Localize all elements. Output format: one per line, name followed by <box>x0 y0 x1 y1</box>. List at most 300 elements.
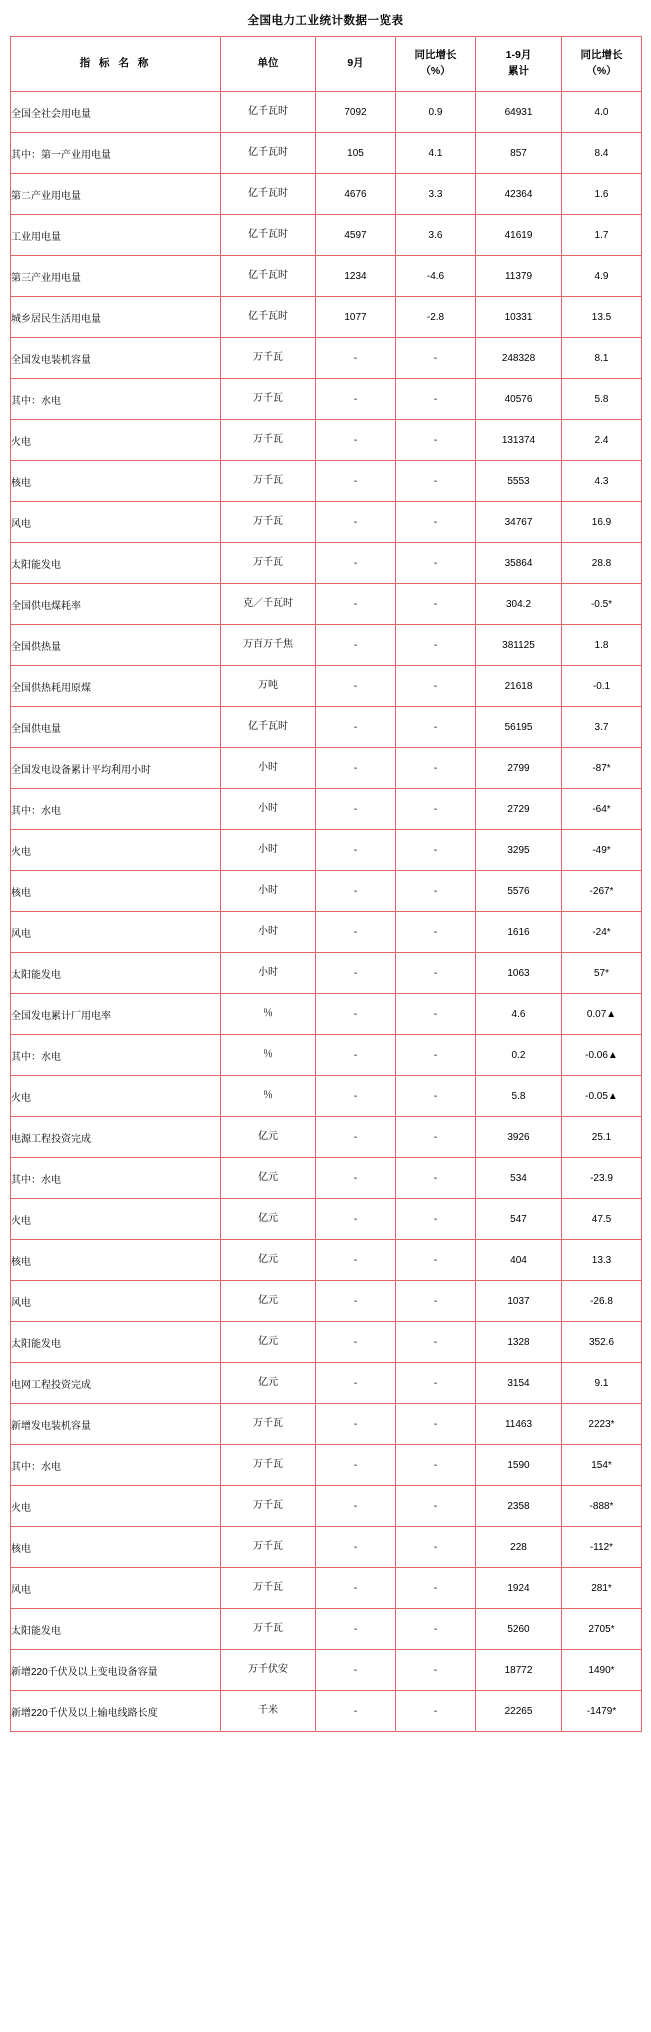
header-cell-month <box>316 37 396 92</box>
cell-cumulative-value: 1037 <box>476 1281 562 1322</box>
cell-indicator-name: 核电 <box>11 1240 221 1281</box>
table-row <box>11 1117 642 1158</box>
cell-month-yoy: - <box>396 1568 476 1609</box>
table-row <box>11 1404 642 1445</box>
cell-month-yoy: - <box>396 420 476 461</box>
cell-indicator-name: 第二产业用电量 <box>11 174 221 215</box>
cell-cumulative-yoy: -64* <box>562 789 642 830</box>
cell-indicator-name: 核电 <box>11 871 221 912</box>
cell-cumulative-value: 11379 <box>476 256 562 297</box>
cell-unit: 万千伏安 <box>221 1650 316 1691</box>
cell-indicator-name: 新增220千伏及以上变电设备容量 <box>11 1650 221 1691</box>
cell-cumulative-value: 3295 <box>476 830 562 871</box>
cell-month-value: - <box>316 953 396 994</box>
cell-cumulative-yoy: -26.8 <box>562 1281 642 1322</box>
cell-indicator-name: 新增发电装机容量 <box>11 1404 221 1445</box>
cell-month-yoy: - <box>396 1035 476 1076</box>
cell-cumulative-value: 4.6 <box>476 994 562 1035</box>
header-cell-indicator-name <box>11 37 221 92</box>
cell-unit: ％ <box>221 1076 316 1117</box>
cell-cumulative-yoy: -0.06▲ <box>562 1035 642 1076</box>
cell-indicator-name: 全国供热耗用原煤 <box>11 666 221 707</box>
cell-indicator-name: 风电 <box>11 912 221 953</box>
cell-indicator-name: 其中：第一产业用电量 <box>11 133 221 174</box>
cell-indicator-name: 火电 <box>11 420 221 461</box>
cell-cumulative-value: 248328 <box>476 338 562 379</box>
cell-month-yoy: - <box>396 502 476 543</box>
cell-indicator-name: 其中：水电 <box>11 1158 221 1199</box>
cell-month-value: - <box>316 1445 396 1486</box>
cell-cumulative-value: 5553 <box>476 461 562 502</box>
cell-month-yoy: - <box>396 379 476 420</box>
header-cell-month-yoy <box>396 37 476 92</box>
cell-month-yoy: 4.1 <box>396 133 476 174</box>
cell-cumulative-value: 534 <box>476 1158 562 1199</box>
cell-cumulative-yoy: -0.1 <box>562 666 642 707</box>
cell-cumulative-yoy: 25.1 <box>562 1117 642 1158</box>
cell-indicator-name: 风电 <box>11 1281 221 1322</box>
cell-cumulative-value: 228 <box>476 1527 562 1568</box>
cell-indicator-name: 其中：水电 <box>11 789 221 830</box>
cell-unit: 万千瓦 <box>221 1568 316 1609</box>
header-line-1: 同比增长 <box>580 49 623 62</box>
cell-cumulative-yoy: -267* <box>562 871 642 912</box>
cell-month-value: 105 <box>316 133 396 174</box>
cell-indicator-name: 城乡居民生活用电量 <box>11 297 221 338</box>
cell-indicator-name: 其中：水电 <box>11 1445 221 1486</box>
cell-cumulative-yoy: -87* <box>562 748 642 789</box>
cell-cumulative-yoy: 5.8 <box>562 379 642 420</box>
cell-cumulative-value: 3154 <box>476 1363 562 1404</box>
table-row <box>11 1527 642 1568</box>
table-row <box>11 1691 642 1732</box>
cell-month-yoy: - <box>396 748 476 789</box>
cell-month-yoy: - <box>396 584 476 625</box>
table-row <box>11 1486 642 1527</box>
cell-unit: 小时 <box>221 953 316 994</box>
table-row <box>11 1281 642 1322</box>
cell-cumulative-yoy: 1.7 <box>562 215 642 256</box>
cell-month-value: - <box>316 1568 396 1609</box>
cell-cumulative-yoy: 1.6 <box>562 174 642 215</box>
cell-cumulative-yoy: 4.9 <box>562 256 642 297</box>
cell-unit: 亿元 <box>221 1322 316 1363</box>
table-row <box>11 1158 642 1199</box>
cell-cumulative-yoy: 16.9 <box>562 502 642 543</box>
table-row <box>11 912 642 953</box>
cell-month-yoy: - <box>396 338 476 379</box>
header-line-2: 累计 <box>508 65 529 77</box>
cell-unit: 亿千瓦时 <box>221 92 316 133</box>
cell-unit: 亿元 <box>221 1281 316 1322</box>
cell-indicator-name: 全国全社会用电量 <box>11 92 221 133</box>
cell-cumulative-value: 34767 <box>476 502 562 543</box>
cell-cumulative-yoy: 352.6 <box>562 1322 642 1363</box>
cell-month-yoy: -4.6 <box>396 256 476 297</box>
cell-cumulative-value: 64931 <box>476 92 562 133</box>
cell-cumulative-yoy: 57* <box>562 953 642 994</box>
cell-unit: ％ <box>221 994 316 1035</box>
cell-indicator-name: 全国发电累计厂用电率 <box>11 994 221 1035</box>
cell-cumulative-value: 21618 <box>476 666 562 707</box>
cell-month-yoy: - <box>396 1363 476 1404</box>
table-row <box>11 1445 642 1486</box>
cell-cumulative-value: 41619 <box>476 215 562 256</box>
cell-month-yoy: - <box>396 461 476 502</box>
cell-unit: 克／千瓦时 <box>221 584 316 625</box>
cell-indicator-name: 全国发电装机容量 <box>11 338 221 379</box>
cell-month-value: - <box>316 1527 396 1568</box>
electricity-statistics-table <box>10 36 642 1732</box>
table-row <box>11 871 642 912</box>
cell-month-yoy: - <box>396 994 476 1035</box>
cell-cumulative-value: 547 <box>476 1199 562 1240</box>
cell-unit: 万千瓦 <box>221 1445 316 1486</box>
cell-month-value: - <box>316 1199 396 1240</box>
cell-unit: 亿元 <box>221 1158 316 1199</box>
cell-cumulative-value: 22265 <box>476 1691 562 1732</box>
cell-month-yoy: - <box>396 666 476 707</box>
cell-month-yoy: - <box>396 912 476 953</box>
cell-cumulative-value: 381125 <box>476 625 562 666</box>
cell-cumulative-value: 5260 <box>476 1609 562 1650</box>
cell-unit: 亿千瓦时 <box>221 707 316 748</box>
cell-indicator-name: 太阳能发电 <box>11 1322 221 1363</box>
cell-indicator-name: 太阳能发电 <box>11 543 221 584</box>
cell-month-value: - <box>316 1117 396 1158</box>
cell-cumulative-yoy: 28.8 <box>562 543 642 584</box>
cell-unit: 小时 <box>221 748 316 789</box>
cell-month-yoy: - <box>396 1404 476 1445</box>
cell-unit: 亿元 <box>221 1240 316 1281</box>
cell-month-value: - <box>316 420 396 461</box>
cell-cumulative-value: 40576 <box>476 379 562 420</box>
cell-month-value: - <box>316 789 396 830</box>
table-row <box>11 215 642 256</box>
cell-unit: 万千瓦 <box>221 461 316 502</box>
cell-cumulative-value: 1328 <box>476 1322 562 1363</box>
cell-month-value: - <box>316 1076 396 1117</box>
cell-unit: 万千瓦 <box>221 420 316 461</box>
table-row <box>11 1199 642 1240</box>
cell-cumulative-yoy: 4.0 <box>562 92 642 133</box>
cell-cumulative-yoy: 13.5 <box>562 297 642 338</box>
cell-month-value: 4676 <box>316 174 396 215</box>
cell-month-value: - <box>316 830 396 871</box>
cell-cumulative-yoy: -0.5* <box>562 584 642 625</box>
cell-cumulative-value: 131374 <box>476 420 562 461</box>
cell-month-value: 7092 <box>316 92 396 133</box>
cell-indicator-name: 全国发电设备累计平均利用小时 <box>11 748 221 789</box>
cell-cumulative-value: 42364 <box>476 174 562 215</box>
cell-unit: 小时 <box>221 830 316 871</box>
cell-cumulative-value: 1063 <box>476 953 562 994</box>
header-line-1: 1-9月 <box>505 49 532 62</box>
table-row <box>11 789 642 830</box>
cell-cumulative-yoy: 154* <box>562 1445 642 1486</box>
cell-cumulative-value: 857 <box>476 133 562 174</box>
cell-month-yoy: - <box>396 625 476 666</box>
cell-indicator-name: 全国供电煤耗率 <box>11 584 221 625</box>
table-row <box>11 584 642 625</box>
cell-month-yoy: - <box>396 1445 476 1486</box>
cell-unit: 小时 <box>221 789 316 830</box>
cell-indicator-name: 火电 <box>11 1076 221 1117</box>
cell-unit: 亿千瓦时 <box>221 256 316 297</box>
header-line-1: 单位 <box>257 57 279 70</box>
cell-month-value: - <box>316 1035 396 1076</box>
cell-cumulative-yoy: 13.3 <box>562 1240 642 1281</box>
cell-month-value: - <box>316 379 396 420</box>
cell-cumulative-yoy: 4.3 <box>562 461 642 502</box>
cell-unit: 亿千瓦时 <box>221 133 316 174</box>
cell-month-yoy: - <box>396 871 476 912</box>
table-row <box>11 830 642 871</box>
cell-indicator-name: 工业用电量 <box>11 215 221 256</box>
cell-month-yoy: - <box>396 789 476 830</box>
table-row <box>11 1363 642 1404</box>
cell-indicator-name: 核电 <box>11 461 221 502</box>
cell-cumulative-value: 56195 <box>476 707 562 748</box>
table-row <box>11 338 642 379</box>
cell-cumulative-yoy: 8.4 <box>562 133 642 174</box>
cell-indicator-name: 风电 <box>11 502 221 543</box>
cell-cumulative-yoy: 3.7 <box>562 707 642 748</box>
cell-month-yoy: -2.8 <box>396 297 476 338</box>
cell-month-value: 1077 <box>316 297 396 338</box>
cell-month-yoy: - <box>396 1527 476 1568</box>
cell-indicator-name: 其中：水电 <box>11 1035 221 1076</box>
cell-cumulative-yoy: -0.05▲ <box>562 1076 642 1117</box>
table-row <box>11 1035 642 1076</box>
header-line-2: （%） <box>586 65 617 77</box>
cell-unit: 万吨 <box>221 666 316 707</box>
cell-month-value: - <box>316 338 396 379</box>
cell-unit: 万千瓦 <box>221 1404 316 1445</box>
cell-month-value: - <box>316 994 396 1035</box>
cell-month-value: - <box>316 1486 396 1527</box>
cell-cumulative-yoy: 0.07▲ <box>562 994 642 1035</box>
cell-unit: 万千瓦 <box>221 502 316 543</box>
table-row <box>11 625 642 666</box>
cell-unit: 亿元 <box>221 1199 316 1240</box>
cell-cumulative-value: 10331 <box>476 297 562 338</box>
cell-cumulative-yoy: -49* <box>562 830 642 871</box>
cell-month-yoy: - <box>396 1650 476 1691</box>
cell-month-yoy: - <box>396 830 476 871</box>
cell-cumulative-yoy: 281* <box>562 1568 642 1609</box>
table-row <box>11 379 642 420</box>
cell-month-value: - <box>316 1404 396 1445</box>
cell-month-yoy: 3.3 <box>396 174 476 215</box>
header-line-1: 指 标 名 称 <box>79 57 152 70</box>
cell-month-value: - <box>316 666 396 707</box>
table-row <box>11 543 642 584</box>
table-row <box>11 707 642 748</box>
cell-unit: 亿元 <box>221 1117 316 1158</box>
cell-unit: 小时 <box>221 912 316 953</box>
table-row <box>11 256 642 297</box>
cell-month-value: - <box>316 1281 396 1322</box>
cell-month-yoy: 3.6 <box>396 215 476 256</box>
cell-cumulative-value: 2729 <box>476 789 562 830</box>
table-row <box>11 461 642 502</box>
cell-unit: 万千瓦 <box>221 1609 316 1650</box>
cell-cumulative-yoy: 1490* <box>562 1650 642 1691</box>
cell-unit: 万千瓦 <box>221 1486 316 1527</box>
cell-cumulative-value: 304.2 <box>476 584 562 625</box>
cell-indicator-name: 风电 <box>11 1568 221 1609</box>
cell-unit: 亿千瓦时 <box>221 297 316 338</box>
table-body <box>11 92 642 1732</box>
cell-unit: 万千瓦 <box>221 338 316 379</box>
cell-unit: 小时 <box>221 871 316 912</box>
cell-month-yoy: 0.9 <box>396 92 476 133</box>
cell-cumulative-yoy: 1.8 <box>562 625 642 666</box>
cell-month-yoy: - <box>396 1117 476 1158</box>
cell-month-value: - <box>316 1322 396 1363</box>
page-title: 全国电力工业统计数据一览表 <box>247 15 404 27</box>
table-row <box>11 994 642 1035</box>
cell-unit: 亿元 <box>221 1363 316 1404</box>
cell-cumulative-yoy: 2223* <box>562 1404 642 1445</box>
cell-cumulative-yoy: -1479* <box>562 1691 642 1732</box>
cell-month-value: - <box>316 1691 396 1732</box>
table-row <box>11 1568 642 1609</box>
cell-unit: 万千瓦 <box>221 1527 316 1568</box>
cell-indicator-name: 火电 <box>11 830 221 871</box>
header-cell-cumulative-yoy <box>562 37 642 92</box>
cell-month-value: - <box>316 543 396 584</box>
cell-cumulative-value: 1616 <box>476 912 562 953</box>
cell-indicator-name: 火电 <box>11 1486 221 1527</box>
cell-indicator-name: 电源工程投资完成 <box>11 1117 221 1158</box>
cell-indicator-name: 太阳能发电 <box>11 953 221 994</box>
table-row <box>11 420 642 461</box>
cell-month-value: - <box>316 748 396 789</box>
cell-month-yoy: - <box>396 543 476 584</box>
cell-month-value: - <box>316 502 396 543</box>
cell-unit: 千米 <box>221 1691 316 1732</box>
cell-indicator-name: 全国供热量 <box>11 625 221 666</box>
cell-cumulative-value: 35864 <box>476 543 562 584</box>
table-row <box>11 1650 642 1691</box>
cell-indicator-name: 核电 <box>11 1527 221 1568</box>
cell-cumulative-yoy: 8.1 <box>562 338 642 379</box>
cell-month-yoy: - <box>396 1240 476 1281</box>
cell-month-yoy: - <box>396 1322 476 1363</box>
cell-month-yoy: - <box>396 1691 476 1732</box>
cell-cumulative-yoy: 47.5 <box>562 1199 642 1240</box>
cell-month-value: - <box>316 1158 396 1199</box>
cell-cumulative-value: 1924 <box>476 1568 562 1609</box>
cell-month-value: - <box>316 707 396 748</box>
header-cell-unit <box>221 37 316 92</box>
cell-month-yoy: - <box>396 1609 476 1650</box>
cell-cumulative-value: 18772 <box>476 1650 562 1691</box>
cell-cumulative-yoy: -24* <box>562 912 642 953</box>
cell-cumulative-value: 5.8 <box>476 1076 562 1117</box>
table-header <box>11 37 642 92</box>
cell-month-value: - <box>316 1363 396 1404</box>
cell-cumulative-value: 2799 <box>476 748 562 789</box>
cell-cumulative-yoy: -888* <box>562 1486 642 1527</box>
cell-cumulative-value: 0.2 <box>476 1035 562 1076</box>
cell-month-value: - <box>316 871 396 912</box>
cell-cumulative-yoy: -23.9 <box>562 1158 642 1199</box>
cell-month-yoy: - <box>396 707 476 748</box>
header-line-1: 同比增长 <box>414 49 457 62</box>
cell-unit: 万千瓦 <box>221 379 316 420</box>
header-line-1: 9月 <box>347 57 364 70</box>
cell-month-yoy: - <box>396 1486 476 1527</box>
table-row <box>11 92 642 133</box>
table-row <box>11 1609 642 1650</box>
table-row <box>11 133 642 174</box>
header-line-2: （%） <box>420 65 451 77</box>
cell-indicator-name: 新增220千伏及以上输电线路长度 <box>11 1691 221 1732</box>
cell-month-yoy: - <box>396 1199 476 1240</box>
table-row <box>11 297 642 338</box>
cell-indicator-name: 太阳能发电 <box>11 1609 221 1650</box>
cell-month-value: - <box>316 625 396 666</box>
cell-month-value: - <box>316 912 396 953</box>
table-row <box>11 748 642 789</box>
cell-month-yoy: - <box>396 1076 476 1117</box>
cell-indicator-name: 其中：水电 <box>11 379 221 420</box>
table-row <box>11 1240 642 1281</box>
table-row <box>11 1076 642 1117</box>
cell-month-value: 4597 <box>316 215 396 256</box>
table-row <box>11 1322 642 1363</box>
cell-indicator-name: 第三产业用电量 <box>11 256 221 297</box>
cell-month-value: - <box>316 1650 396 1691</box>
cell-cumulative-value: 5576 <box>476 871 562 912</box>
cell-month-yoy: - <box>396 1281 476 1322</box>
table-row <box>11 174 642 215</box>
cell-unit: 亿千瓦时 <box>221 215 316 256</box>
cell-month-value: - <box>316 461 396 502</box>
cell-cumulative-yoy: 9.1 <box>562 1363 642 1404</box>
cell-cumulative-value: 1590 <box>476 1445 562 1486</box>
cell-month-value: 1234 <box>316 256 396 297</box>
cell-indicator-name: 全国供电量 <box>11 707 221 748</box>
cell-unit: 万千瓦 <box>221 543 316 584</box>
cell-cumulative-value: 3926 <box>476 1117 562 1158</box>
cell-cumulative-value: 2358 <box>476 1486 562 1527</box>
cell-month-value: - <box>316 1609 396 1650</box>
cell-unit: 万百万千焦 <box>221 625 316 666</box>
table-row <box>11 953 642 994</box>
table-header-row <box>11 37 642 92</box>
cell-month-yoy: - <box>396 1158 476 1199</box>
cell-indicator-name: 火电 <box>11 1199 221 1240</box>
cell-unit: ％ <box>221 1035 316 1076</box>
cell-cumulative-yoy: -112* <box>562 1527 642 1568</box>
table-row <box>11 502 642 543</box>
cell-unit: 亿千瓦时 <box>221 174 316 215</box>
cell-cumulative-yoy: 2.4 <box>562 420 642 461</box>
table-row <box>11 666 642 707</box>
cell-cumulative-yoy: 2705* <box>562 1609 642 1650</box>
cell-cumulative-value: 11463 <box>476 1404 562 1445</box>
cell-month-yoy: - <box>396 953 476 994</box>
cell-month-value: - <box>316 1240 396 1281</box>
cell-month-value: - <box>316 584 396 625</box>
cell-cumulative-value: 404 <box>476 1240 562 1281</box>
cell-indicator-name: 电网工程投资完成 <box>11 1363 221 1404</box>
header-cell-cumulative <box>476 37 562 92</box>
